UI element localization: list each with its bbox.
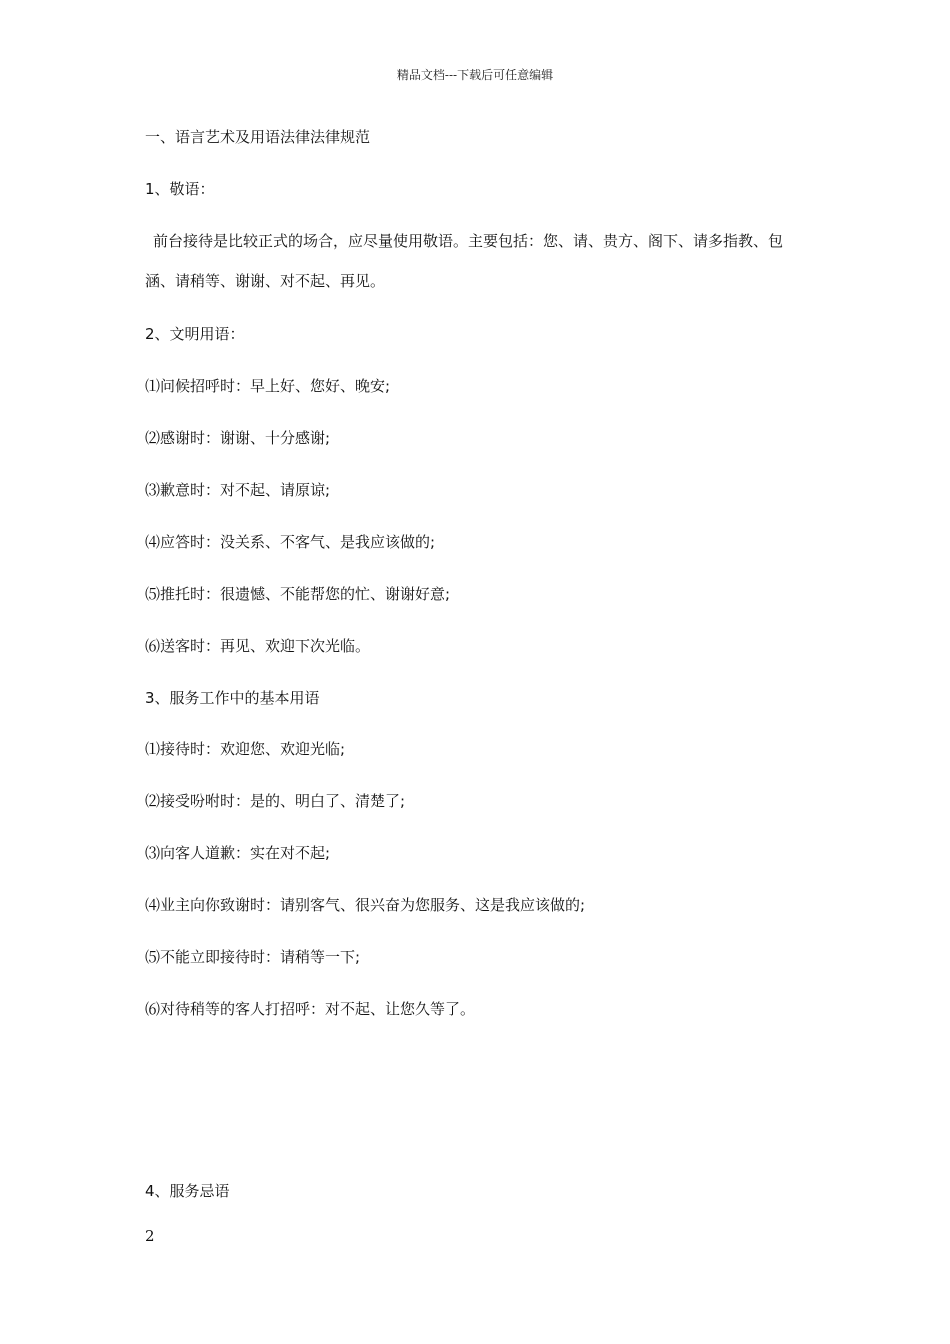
list-item: ⑷业主向你致谢时：请别客气、很兴奋为您服务、这是我应该做的; <box>145 896 586 914</box>
list-item: ⑴问候招呼时：早上好、您好、晚安; <box>145 377 391 395</box>
list-item: ⑷应答时：没关系、不客气、是我应该做的; <box>145 533 436 551</box>
list-item: ⑹送客时：再见、欢迎下次光临。 <box>145 637 371 655</box>
page-number: 2 <box>145 1227 155 1245</box>
section-1-paragraph: 前台接待是比较正式的场合，应尽量使用敬语。主要包括：您、请、贵方、阁下、请多指教、包涵、请稍等、谢谢、对不起、再见。 <box>145 232 784 290</box>
page-header: 精品文档---下载后可任意编辑 <box>396 68 554 82</box>
section-2-title: 2、文明用语： <box>145 325 245 343</box>
list-item: ⑸推托时：很遗憾、不能帮您的忙、谢谢好意; <box>145 585 451 603</box>
list-item: ⑸不能立即接待时：请稍等一下; <box>145 948 361 966</box>
section-3-title: 3、服务工作中的基本用语 <box>145 689 320 707</box>
section-heading: 一、语言艺术及用语法律法律规范 <box>145 128 371 146</box>
list-item: ⑵感谢时：谢谢、十分感谢; <box>145 429 331 447</box>
list-item: ⑶歉意时：对不起、请原谅; <box>145 481 331 499</box>
list-item: ⑶向客人道歉：实在对不起; <box>145 844 331 862</box>
section-1-title: 1、敬语： <box>145 180 215 198</box>
list-item: ⑹对待稍等的客人打招呼：对不起、让您久等了。 <box>145 1000 476 1018</box>
list-item: ⑵接受吩咐时：是的、明白了、清楚了; <box>145 792 406 810</box>
list-item: ⑴接待时：欢迎您、欢迎光临; <box>145 740 346 758</box>
section-4-title: 4、服务忌语 <box>145 1182 230 1200</box>
